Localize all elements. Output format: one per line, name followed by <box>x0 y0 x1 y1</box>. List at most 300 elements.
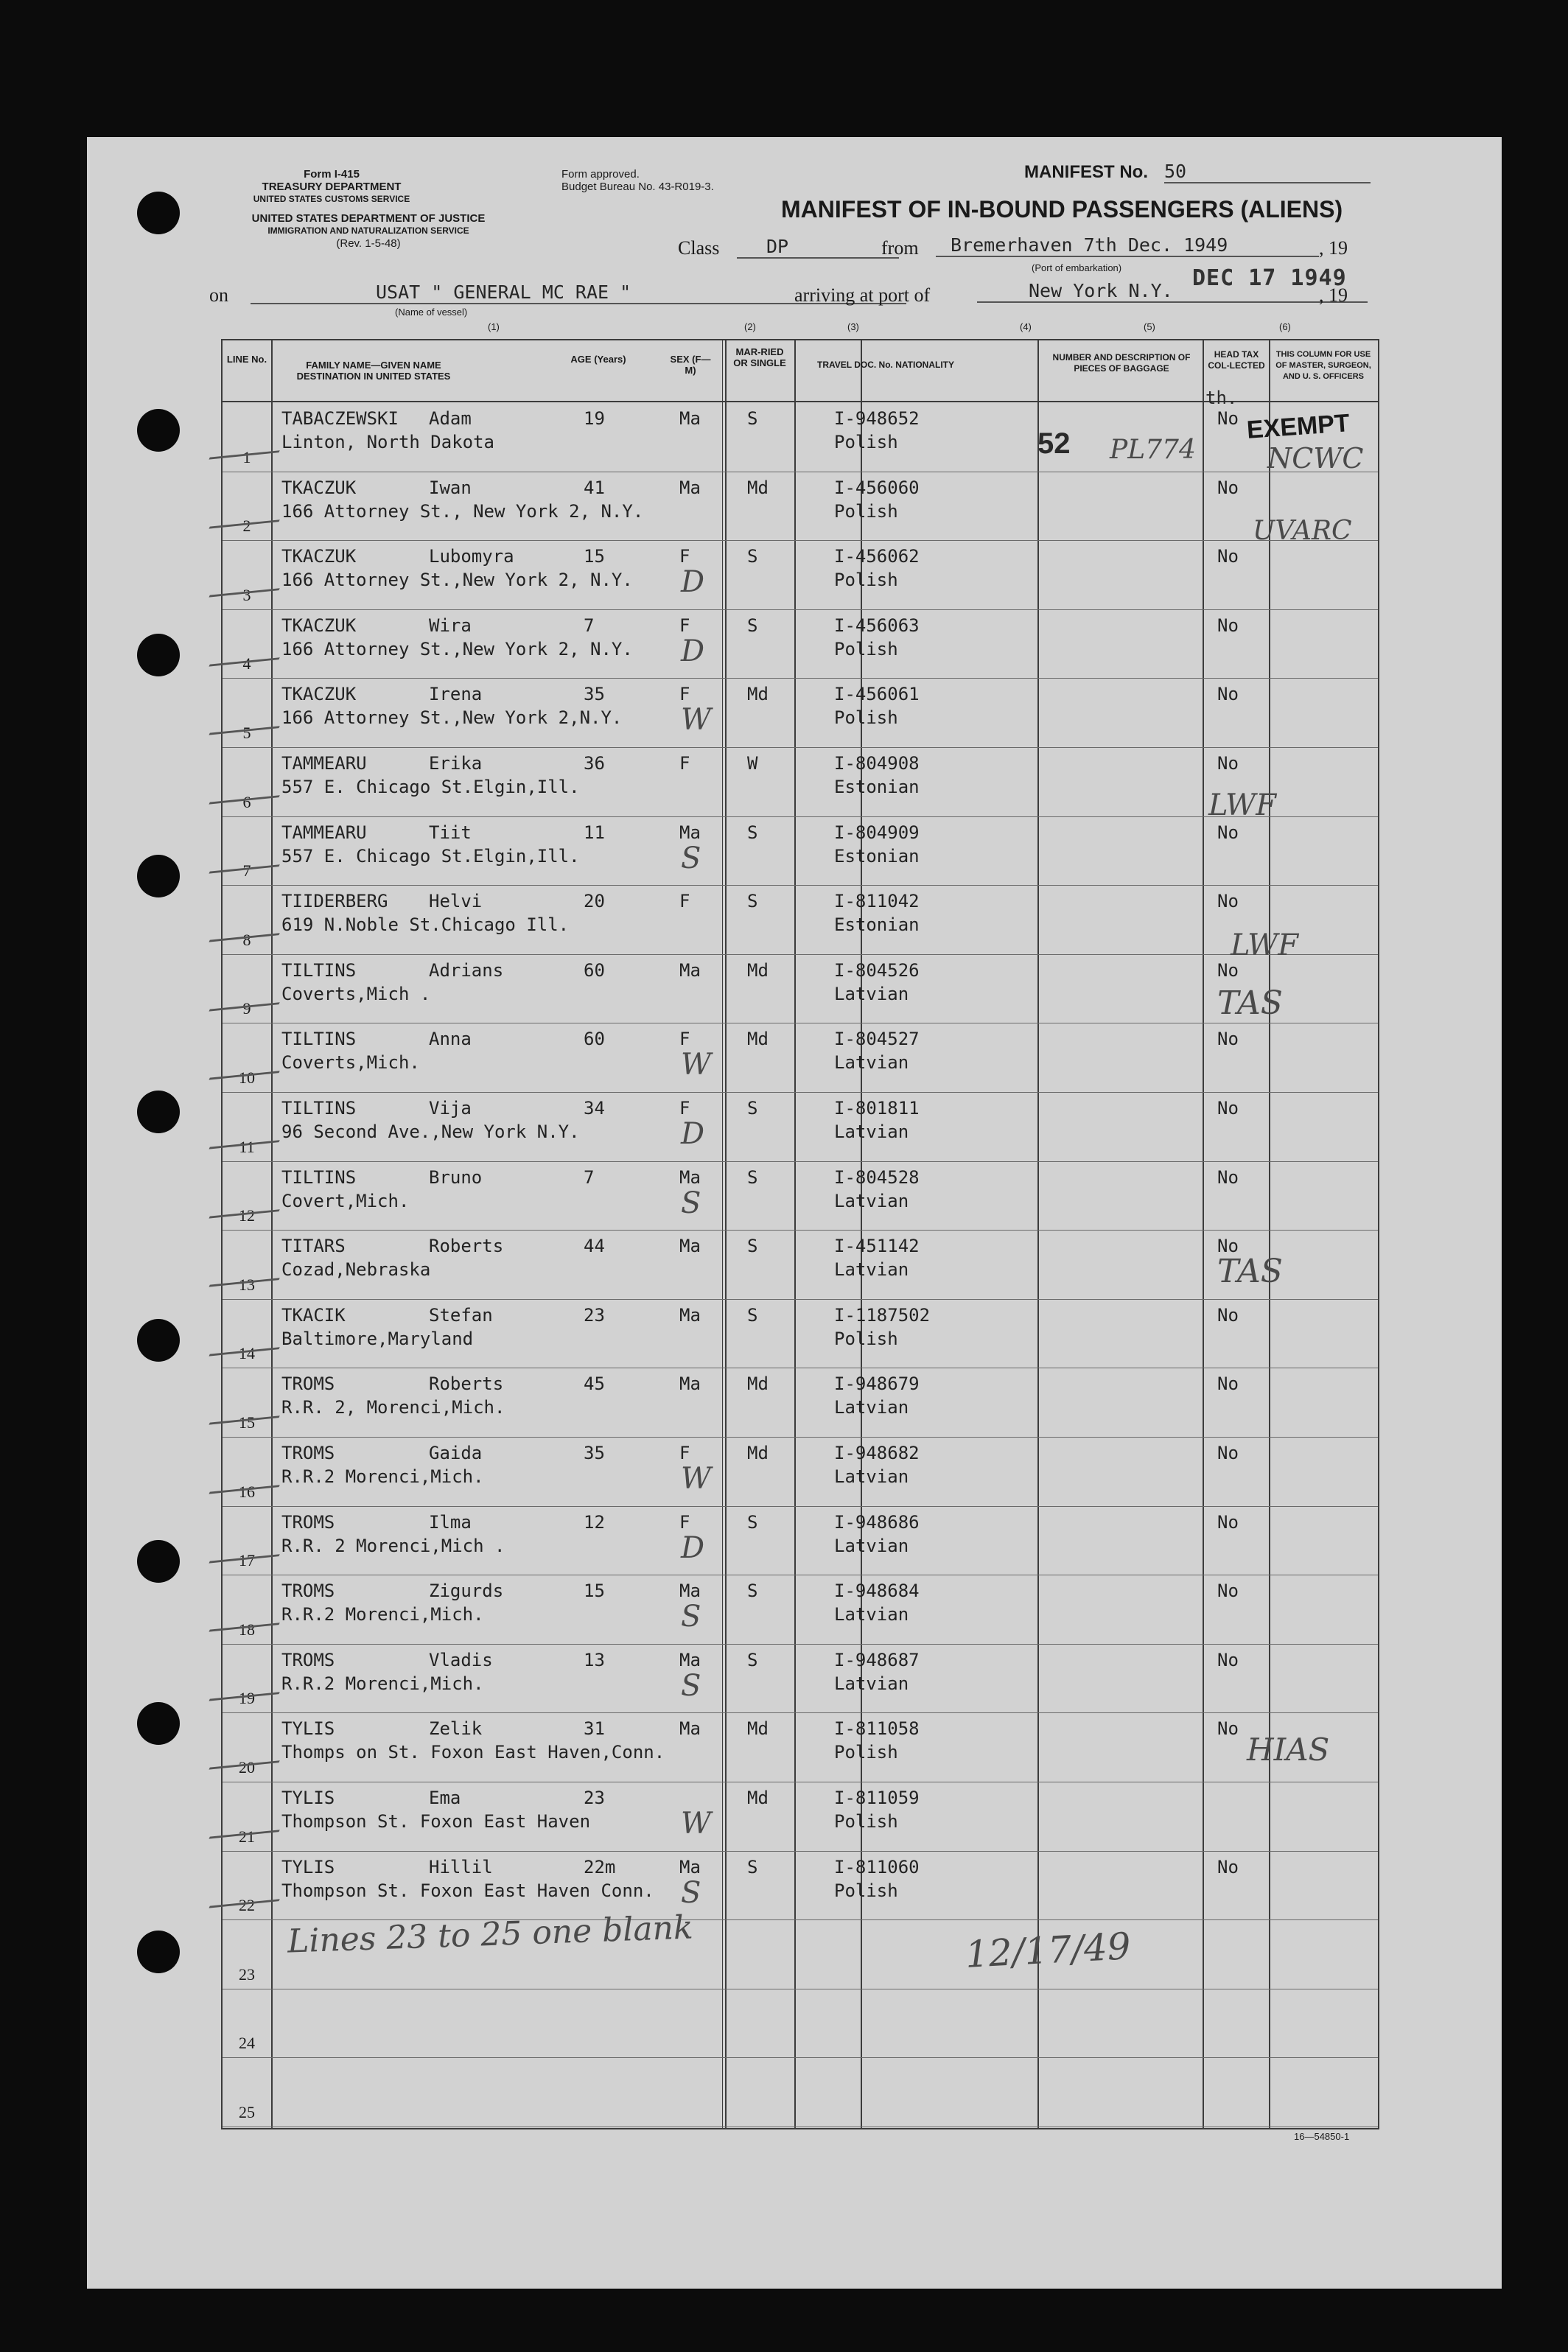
year-suffix-2: , 19 <box>1319 284 1348 306</box>
row-divider <box>223 1712 1378 1713</box>
passenger-sex: F <box>679 1029 690 1050</box>
line-number: 25 <box>239 2103 255 2121</box>
head-tax: No <box>1217 1373 1239 1395</box>
passenger-given-name: Bruno <box>429 1166 483 1188</box>
passenger-destination: Baltimore,Maryland <box>281 1328 474 1349</box>
travel-doc-number: I-804909 <box>834 822 920 843</box>
passenger-nationality: Polish <box>834 1880 898 1901</box>
passenger-marital-status: Md <box>747 1788 769 1808</box>
passenger-nationality: Latvian <box>834 1052 909 1074</box>
passenger-age: 44 <box>584 1236 605 1257</box>
sex-hand-mark: W <box>681 703 712 738</box>
col-header-line: LINE No. <box>226 354 267 365</box>
binder-hole <box>137 1540 180 1583</box>
passenger-sex: Ma <box>679 1236 701 1257</box>
row-divider <box>223 1644 1378 1645</box>
passenger-nationality: Latvian <box>834 983 909 1004</box>
passenger-destination: 166 Attorney St., New York 2, N.Y. <box>281 500 644 522</box>
passenger-sex: F <box>679 1098 690 1119</box>
passenger-family-name: TROMS <box>281 1443 335 1463</box>
passenger-age: 60 <box>584 959 605 981</box>
head-tax: No <box>1217 684 1239 705</box>
passenger-family-name: TILTINS <box>281 959 357 981</box>
passenger-nationality: Latvian <box>834 1604 909 1625</box>
line-number: 11 <box>239 1137 255 1156</box>
manifest-label: MANIFEST No. <box>1024 162 1148 182</box>
vessel-note: (Name of vessel) <box>395 307 468 318</box>
line-number: 5 <box>242 724 251 742</box>
col-number-6: (6) <box>1279 321 1291 332</box>
passenger-age: 35 <box>584 684 605 705</box>
treasury-dept: TREASURY DEPARTMENT <box>262 181 402 193</box>
row-divider <box>223 1851 1378 1852</box>
passenger-given-name: Zelik <box>429 1718 483 1740</box>
head-tax: No <box>1217 1304 1239 1326</box>
passenger-destination: 166 Attorney St.,New York 2, N.Y. <box>281 570 633 591</box>
travel-doc-number: I-456060 <box>834 477 920 498</box>
immigration-service: IMMIGRATION AND NATURALIZATION SERVICE <box>267 225 469 236</box>
passenger-given-name: Adrians <box>429 959 504 981</box>
form-approved <box>561 168 714 193</box>
check-mark <box>209 1732 293 1770</box>
passenger-family-name: TROMS <box>281 1581 335 1602</box>
row-divider <box>223 609 1378 610</box>
travel-doc-number: I-811059 <box>834 1788 920 1808</box>
header-justice-block <box>199 212 538 250</box>
travel-doc-number: I-811042 <box>834 891 920 912</box>
line-number: 2 <box>242 517 251 536</box>
passenger-age: 45 <box>584 1373 605 1395</box>
passenger-family-name: TKACZUK <box>281 546 357 567</box>
travel-doc-number: I-948652 <box>834 408 920 429</box>
passenger-nationality: Latvian <box>834 1190 909 1211</box>
line-number: 6 <box>242 792 251 811</box>
budget-bureau: Budget Bureau No. 43-R019-3. <box>561 181 714 193</box>
passenger-family-name: TKACIK <box>281 1304 346 1326</box>
passenger-nationality: Latvian <box>834 1673 909 1694</box>
passenger-marital-status: S <box>747 1166 758 1188</box>
passenger-given-name: Tiit <box>429 822 472 843</box>
travel-doc-number: I-811058 <box>834 1718 920 1740</box>
passenger-sex: Ma <box>679 1718 701 1740</box>
col-header-sex: SEX (F—M) <box>670 354 711 376</box>
col-header-name: FAMILY NAME—GIVEN NAME DESTINATION IN UNITED STATES <box>296 360 451 382</box>
check-mark <box>209 1249 293 1287</box>
passenger-age: 19 <box>584 408 605 429</box>
passenger-marital-status: S <box>747 1581 758 1602</box>
passenger-marital-status: S <box>747 1856 758 1877</box>
passenger-age: 15 <box>584 546 605 567</box>
head-tax: No <box>1217 477 1239 498</box>
passenger-marital-status: S <box>747 891 758 912</box>
travel-doc-number: I-804526 <box>834 959 920 981</box>
binder-hole <box>137 855 180 897</box>
check-mark <box>209 904 293 942</box>
ncwc-note: NCWC <box>1267 442 1364 475</box>
passenger-sex: F <box>679 546 690 567</box>
check-mark <box>209 490 293 528</box>
sex-hand-mark: D <box>681 1117 705 1151</box>
head-tax: No <box>1217 1029 1239 1050</box>
line-number: 10 <box>239 1068 255 1087</box>
passenger-family-name: TAMMEARU <box>281 753 367 774</box>
tas-note-2: TAS <box>1217 1253 1283 1290</box>
passenger-marital-status: W <box>747 753 758 774</box>
passenger-given-name: Vija <box>429 1098 472 1119</box>
passenger-given-name: Roberts <box>429 1236 504 1257</box>
row-divider <box>223 1506 1378 1507</box>
row-divider <box>223 1161 1378 1162</box>
lwf-note-2: LWF <box>1231 928 1298 962</box>
line-number: 13 <box>239 1275 255 1294</box>
passenger-sex: Ma <box>679 1304 701 1326</box>
passenger-given-name: Wira <box>429 615 472 636</box>
passenger-family-name: TYLIS <box>281 1788 335 1808</box>
col-header-married: MAR-RIED OR SINGLE <box>733 346 786 368</box>
passenger-sex: F <box>679 891 690 912</box>
row-divider <box>223 885 1378 886</box>
head-tax: No <box>1217 1098 1239 1119</box>
row-divider <box>223 540 1378 541</box>
passenger-destination: Thompson St. Foxon East Haven <box>281 1811 591 1832</box>
check-mark <box>209 559 293 598</box>
passenger-sex: Ma <box>679 1856 701 1877</box>
head-tax: No <box>1217 408 1239 429</box>
passenger-destination: 557 E. Chicago St.Elgin,Ill. <box>281 777 580 797</box>
passenger-destination: 619 N.Noble St.Chicago Ill. <box>281 914 570 936</box>
baggage-code: PL774 <box>1110 435 1196 465</box>
passenger-family-name: TILTINS <box>281 1098 357 1119</box>
class-value: DP <box>737 236 899 259</box>
row-divider <box>223 747 1378 748</box>
travel-doc-number: I-948687 <box>834 1649 920 1670</box>
passenger-given-name: Adam <box>429 408 472 429</box>
passenger-family-name: TYLIS <box>281 1856 335 1877</box>
passenger-age: 31 <box>584 1718 605 1740</box>
line-number: 7 <box>242 861 251 881</box>
passenger-family-name: TYLIS <box>281 1718 335 1740</box>
check-mark <box>209 835 293 873</box>
passenger-nationality: Polish <box>834 707 898 729</box>
head-tax: No <box>1217 1856 1239 1877</box>
check-mark <box>209 1042 293 1080</box>
passenger-destination: R.R. 2 Morenci,Mich . <box>281 1535 505 1556</box>
line-number: 16 <box>239 1482 255 1501</box>
passenger-given-name: Vladis <box>429 1649 493 1670</box>
check-mark <box>209 1662 293 1701</box>
col-number-1: (1) <box>488 321 500 332</box>
binder-hole <box>137 192 180 234</box>
passenger-destination: Cozad,Nebraska <box>281 1259 431 1281</box>
header-divider <box>223 401 1378 402</box>
passenger-sex: F <box>679 684 690 705</box>
passenger-nationality: Polish <box>834 570 898 591</box>
passenger-nationality: Latvian <box>834 1397 909 1418</box>
passenger-family-name: TROMS <box>281 1511 335 1533</box>
passenger-age: 13 <box>584 1649 605 1670</box>
travel-doc-number: I-1187502 <box>834 1304 931 1326</box>
passenger-marital-status: Md <box>747 1373 769 1395</box>
passenger-destination: 96 Second Ave.,New York N.Y. <box>281 1121 580 1142</box>
passenger-family-name: TKACZUK <box>281 684 357 705</box>
passenger-age: 60 <box>584 1029 605 1050</box>
sex-hand-mark: W <box>681 1462 712 1496</box>
passenger-nationality: Polish <box>834 1328 898 1349</box>
passenger-age: 22m <box>584 1856 616 1877</box>
passenger-nationality: Latvian <box>834 1121 909 1142</box>
line-number: 15 <box>239 1413 255 1432</box>
sex-hand-mark: S <box>681 1186 701 1220</box>
embarkation-note: (Port of embarkation) <box>1032 262 1122 273</box>
travel-doc-number: I-456061 <box>834 684 920 705</box>
passenger-family-name: TABACZEWSKI <box>281 408 399 429</box>
travel-doc-number: I-804528 <box>834 1166 920 1188</box>
line-number: 3 <box>242 585 251 604</box>
col-header-baggage: NUMBER AND DESCRIPTION OF PIECES OF BAGGAGE <box>1052 352 1191 374</box>
col-number-5: (5) <box>1144 321 1155 332</box>
passenger-given-name: Zigurds <box>429 1581 504 1602</box>
binder-hole <box>137 1931 180 1973</box>
check-mark <box>209 1455 293 1494</box>
passenger-given-name: Hillil <box>429 1856 493 1877</box>
th-mark: th. <box>1205 388 1238 408</box>
passenger-given-name: Roberts <box>429 1373 504 1395</box>
passenger-age: 11 <box>584 822 605 843</box>
passenger-marital-status: Md <box>747 1718 769 1740</box>
passenger-destination: R.R. 2, Morenci,Mich. <box>281 1397 505 1418</box>
revision: (Rev. 1-5-48) <box>336 237 401 250</box>
header-agency-block <box>221 168 442 206</box>
passenger-sex: F <box>679 615 690 636</box>
travel-doc-number: I-948684 <box>834 1581 920 1602</box>
passenger-marital-status: Md <box>747 1029 769 1050</box>
row-divider <box>223 954 1378 955</box>
embarkation-port: Bremerhaven 7th Dec. 1949 <box>936 234 1319 257</box>
justice-dept: UNITED STATES DEPARTMENT OF JUSTICE <box>251 212 486 225</box>
passenger-given-name: Gaida <box>429 1443 483 1463</box>
passenger-nationality: Polish <box>834 500 898 522</box>
passenger-marital-status: S <box>747 615 758 636</box>
sex-hand-mark: S <box>681 1668 701 1703</box>
head-tax: No <box>1217 1511 1239 1533</box>
check-mark <box>209 697 293 735</box>
travel-doc-number: I-804908 <box>834 753 920 774</box>
passenger-marital-status: S <box>747 1511 758 1533</box>
line-number: 20 <box>239 1758 255 1777</box>
sex-hand-mark: W <box>681 1048 712 1082</box>
passenger-sex: F <box>679 753 690 774</box>
bottom-date: 12/17/49 <box>964 1925 1132 1976</box>
col-number-3: (3) <box>847 321 859 332</box>
check-mark <box>209 766 293 804</box>
head-tax: No <box>1217 959 1239 981</box>
lwf-note-1: LWF <box>1208 788 1276 822</box>
binder-hole <box>137 1702 180 1745</box>
binder-hole <box>137 409 180 452</box>
passenger-marital-status: Md <box>747 477 769 498</box>
approved-text: Form approved. <box>561 168 640 181</box>
passenger-destination: Covert,Mich. <box>281 1190 410 1211</box>
arrival-date-stamp: DEC 17 1949 <box>1192 265 1347 291</box>
line-number: 8 <box>242 930 251 949</box>
line-number: 1 <box>242 447 251 466</box>
col-header-travel: TRAVEL DOC. No. NATIONALITY <box>817 360 954 370</box>
passenger-family-name: TKACZUK <box>281 477 357 498</box>
passenger-family-name: TILTINS <box>281 1166 357 1188</box>
passenger-marital-status: S <box>747 1304 758 1326</box>
head-tax: No <box>1217 822 1239 843</box>
passenger-destination: Linton, North Dakota <box>281 432 494 452</box>
passenger-sex: Ma <box>679 1166 701 1188</box>
passenger-given-name: Anna <box>429 1029 472 1050</box>
passenger-destination: R.R.2 Morenci,Mich. <box>281 1604 484 1625</box>
passenger-table <box>221 339 1379 2129</box>
passenger-nationality: Latvian <box>834 1535 909 1556</box>
head-tax: No <box>1217 546 1239 567</box>
passenger-sex: Ma <box>679 959 701 981</box>
passenger-given-name: Irena <box>429 684 483 705</box>
col-number-2: (2) <box>744 321 756 332</box>
passenger-destination: Coverts,Mich . <box>281 983 431 1004</box>
passenger-marital-status: Md <box>747 684 769 705</box>
passenger-destination: Thomps on St. Foxon East Haven,Conn. <box>281 1742 665 1763</box>
sex-hand-mark: W <box>681 1807 712 1841</box>
manifest-number: 50 <box>1164 161 1371 183</box>
binder-hole <box>137 634 180 676</box>
travel-doc-number: I-811060 <box>834 1856 920 1877</box>
passenger-nationality: Estonian <box>834 914 920 936</box>
sex-hand-mark: D <box>681 1530 705 1565</box>
passenger-marital-status: S <box>747 822 758 843</box>
line-number: 4 <box>242 654 251 673</box>
passenger-sex: Ma <box>679 408 701 429</box>
check-mark <box>209 1525 293 1563</box>
passenger-sex: Ma <box>679 822 701 843</box>
line-number: 21 <box>239 1827 255 1846</box>
travel-doc-number: I-456063 <box>834 615 920 636</box>
col-number-4: (4) <box>1020 321 1032 332</box>
row-divider <box>223 1230 1378 1231</box>
passenger-age: 36 <box>584 753 605 774</box>
sex-hand-mark: D <box>681 565 705 600</box>
passenger-nationality: Latvian <box>834 1259 909 1281</box>
check-mark <box>209 1869 293 1908</box>
passenger-marital-status: S <box>747 1236 758 1257</box>
passenger-family-name: TAMMEARU <box>281 822 367 843</box>
head-tax: No <box>1217 615 1239 636</box>
line-number: 12 <box>239 1206 255 1225</box>
passenger-marital-status: Md <box>747 1443 769 1463</box>
passenger-nationality: Estonian <box>834 777 920 797</box>
passenger-age: 34 <box>584 1098 605 1119</box>
passenger-family-name: TKACZUK <box>281 615 357 636</box>
travel-doc-number: I-804527 <box>834 1029 920 1050</box>
passenger-given-name: Iwan <box>429 477 472 498</box>
sex-hand-mark: S <box>681 841 701 875</box>
vessel-name: USAT " GENERAL MC RAE " <box>251 281 906 304</box>
passenger-given-name: Lubomyra <box>429 546 514 567</box>
head-tax: No <box>1217 1649 1239 1670</box>
check-mark <box>209 1594 293 1632</box>
passenger-age: 7 <box>584 615 595 636</box>
head-tax: No <box>1217 1236 1239 1257</box>
page-title: MANIFEST OF IN-BOUND PASSENGERS (ALIENS) <box>781 196 1343 223</box>
passenger-destination: R.R.2 Morenci,Mich. <box>281 1466 484 1487</box>
year-suffix-1: , 19 <box>1319 237 1348 259</box>
passenger-marital-status: Md <box>747 959 769 981</box>
passenger-marital-status: S <box>747 1649 758 1670</box>
passenger-family-name: TILTINS <box>281 1029 357 1050</box>
travel-doc-number: I-948686 <box>834 1511 920 1533</box>
passenger-given-name: Stefan <box>429 1304 493 1326</box>
row-divider <box>223 1437 1378 1438</box>
uvarc-note: UVARC <box>1253 516 1352 546</box>
passenger-given-name: Helvi <box>429 891 483 912</box>
sex-hand-mark: S <box>681 1875 701 1910</box>
travel-doc-number: I-456062 <box>834 546 920 567</box>
arrival-port: New York N.Y. <box>977 280 1368 303</box>
check-mark <box>209 628 293 666</box>
passenger-sex: Ma <box>679 1649 701 1670</box>
check-mark <box>209 1387 293 1425</box>
travel-doc-number: I-801811 <box>834 1098 920 1119</box>
passenger-nationality: Polish <box>834 1811 898 1832</box>
travel-doc-number: I-451142 <box>834 1236 920 1257</box>
row-divider <box>223 1092 1378 1093</box>
baggage-count: 52 <box>1037 427 1071 460</box>
tas-note-1: TAS <box>1217 984 1283 1022</box>
head-tax: No <box>1217 1166 1239 1188</box>
line-number: 18 <box>239 1620 255 1639</box>
head-tax: No <box>1217 1718 1239 1740</box>
passenger-nationality: Polish <box>834 1742 898 1763</box>
from-label: from <box>881 237 919 259</box>
passenger-sex: F <box>679 1511 690 1533</box>
passenger-destination: 166 Attorney St.,New York 2, N.Y. <box>281 638 633 659</box>
arriving-label: arriving at port of <box>794 284 931 306</box>
col-header-age: AGE (Years) <box>570 354 626 365</box>
passenger-marital-status: S <box>747 1098 758 1119</box>
passenger-given-name: Erika <box>429 753 483 774</box>
passenger-family-name: TROMS <box>281 1649 335 1670</box>
print-code: 16—54850-1 <box>1294 2131 1350 2142</box>
passenger-destination: Thompson St. Foxon East Haven Conn. <box>281 1880 654 1901</box>
passenger-age: 15 <box>584 1581 605 1602</box>
hias-note: HIAS <box>1247 1732 1330 1768</box>
travel-doc-number: I-948679 <box>834 1373 920 1395</box>
passenger-age: 20 <box>584 891 605 912</box>
row-divider <box>223 678 1378 679</box>
check-mark <box>209 1317 293 1356</box>
sex-hand-mark: S <box>681 1600 701 1634</box>
binder-hole <box>137 1319 180 1362</box>
travel-doc-number: I-948682 <box>834 1443 920 1463</box>
sex-hand-mark: D <box>681 634 705 668</box>
line-number: 14 <box>239 1344 255 1363</box>
customs-service: UNITED STATES CUSTOMS SERVICE <box>253 194 410 204</box>
line-number: 24 <box>239 2034 255 2053</box>
passenger-destination: 166 Attorney St.,New York 2,N.Y. <box>281 707 623 729</box>
col-header-tax: HEAD TAX COL-LECTED <box>1208 349 1265 371</box>
check-mark <box>209 1180 293 1218</box>
form-number: Form I-415 <box>304 168 360 181</box>
passenger-sex: Ma <box>679 1581 701 1602</box>
exempt-stamp: EXEMPT <box>1245 409 1351 444</box>
line-number: 19 <box>239 1689 255 1708</box>
passenger-destination: Coverts,Mich. <box>281 1052 420 1074</box>
class-label: Class <box>678 237 720 259</box>
line-number: 17 <box>239 1551 255 1570</box>
